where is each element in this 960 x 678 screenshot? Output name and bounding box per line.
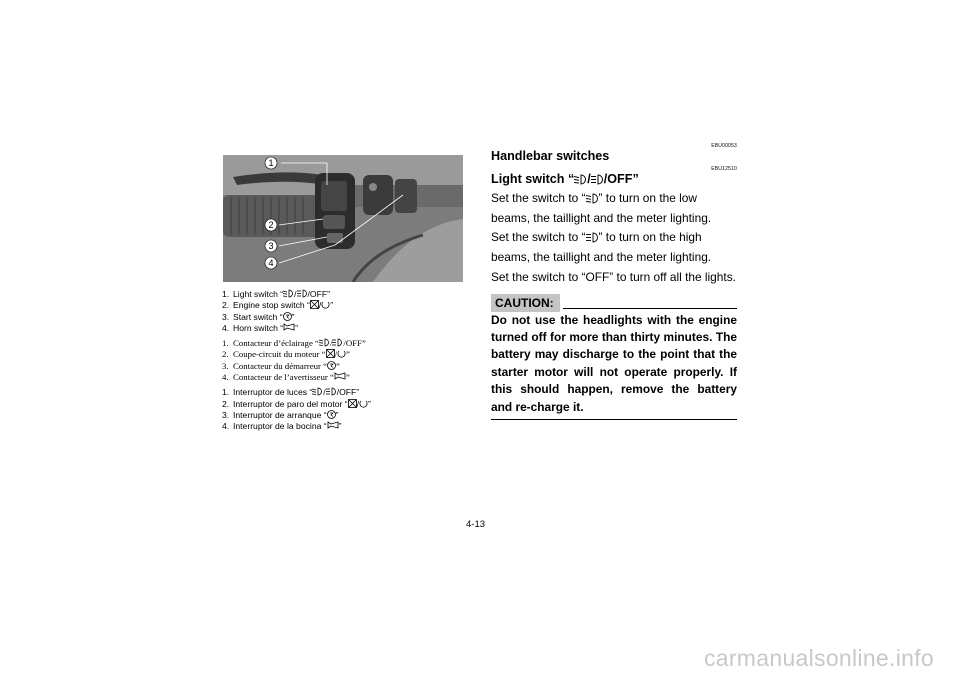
paragraph-high-beam: Set the switch to “ ” to turn on the high beams, the taillight and the meter lighting. [491, 230, 712, 265]
high-beam-icon [332, 338, 343, 347]
horn-icon [283, 323, 295, 331]
high-beam-icon [326, 387, 337, 396]
caption-item: 4. Interruptor de la bocina “ ” [222, 421, 342, 432]
handlebar-switch-figure [223, 155, 463, 282]
caption-item: 4. Contacteur de l’avertisseur “ ” [222, 372, 350, 383]
start-icon [283, 312, 292, 321]
callout-4: 4 [268, 258, 274, 268]
caption-item: 3. Start switch “ ” [222, 311, 295, 322]
section-title: Handlebar switches [491, 149, 610, 163]
engine-stop-icon [348, 399, 357, 408]
subsection-title: Light switch “ / /OFF” [491, 172, 639, 186]
page-number: 4-13 [466, 519, 486, 530]
caution-text: Do not use the headlights with the engine turned off for more than thirty minutes. The battery may discharge to the point that the starter motor will not operate properly. If this should happen, remove the battery and re-charge it. [491, 312, 737, 420]
horn-icon [327, 421, 339, 429]
engine-stop-icon [326, 349, 335, 358]
caution-label: CAUTION: [491, 294, 560, 312]
caption-item: 1. Interruptor de luces “ / /OFF” [222, 387, 360, 398]
figure-captions [222, 289, 472, 437]
caption-item: 1. Contacteur d’éclairage “ / /OFF” [222, 338, 366, 349]
callout-2: 2 [268, 220, 274, 230]
horn-icon [334, 372, 346, 380]
start-icon [327, 361, 336, 370]
section-body [491, 189, 737, 288]
low-beam-icon [312, 387, 323, 396]
high-beam-icon [297, 289, 308, 298]
low-beam-icon [319, 338, 330, 347]
low-beam-icon [574, 174, 587, 185]
paragraph-off: Set the switch to “OFF” to turn off all the lights. [491, 269, 736, 284]
callout-1: 1 [268, 158, 274, 168]
captions-french [222, 338, 472, 383]
engine-run-icon [359, 399, 368, 408]
callout-3: 3 [268, 241, 274, 251]
high-beam-icon [591, 174, 604, 185]
caption-item: 3. Interruptor de arranque “ ” [222, 409, 339, 420]
engine-stop-icon [310, 300, 319, 309]
section-code: EBU00053 [711, 143, 737, 149]
high-beam-icon [586, 232, 599, 243]
caution-rule [563, 308, 737, 309]
start-icon [327, 410, 336, 419]
caption-item: 4. Horn switch “ ” [222, 322, 299, 333]
handlebar-photo [223, 155, 463, 282]
paragraph-low-beam: Set the switch to “ ” to turn on the low beams, the taillight and the meter lighting. [491, 191, 712, 225]
watermark: carmanualsonline.info [703, 645, 934, 671]
caption-item: 2. Coupe-circuit du moteur “ / ” [222, 349, 350, 360]
caption-item: 1. Light switch “ / /OFF” [222, 289, 330, 299]
subsection-code: EBU12510 [711, 166, 737, 172]
caption-item: 3. Contacteur du démarreur “ ” [222, 360, 340, 371]
caption-item: 2. Interruptor de paro del motor “ / ” [222, 398, 371, 409]
low-beam-icon [586, 193, 599, 204]
captions-english [222, 289, 472, 334]
caption-item: 2. Engine stop switch “ / ” [222, 300, 334, 311]
engine-run-icon [337, 349, 346, 358]
engine-run-icon [321, 300, 330, 309]
captions-spanish [222, 387, 472, 432]
section-handlebar-switches [491, 143, 737, 420]
low-beam-icon [283, 289, 294, 298]
caution-header [491, 294, 737, 312]
